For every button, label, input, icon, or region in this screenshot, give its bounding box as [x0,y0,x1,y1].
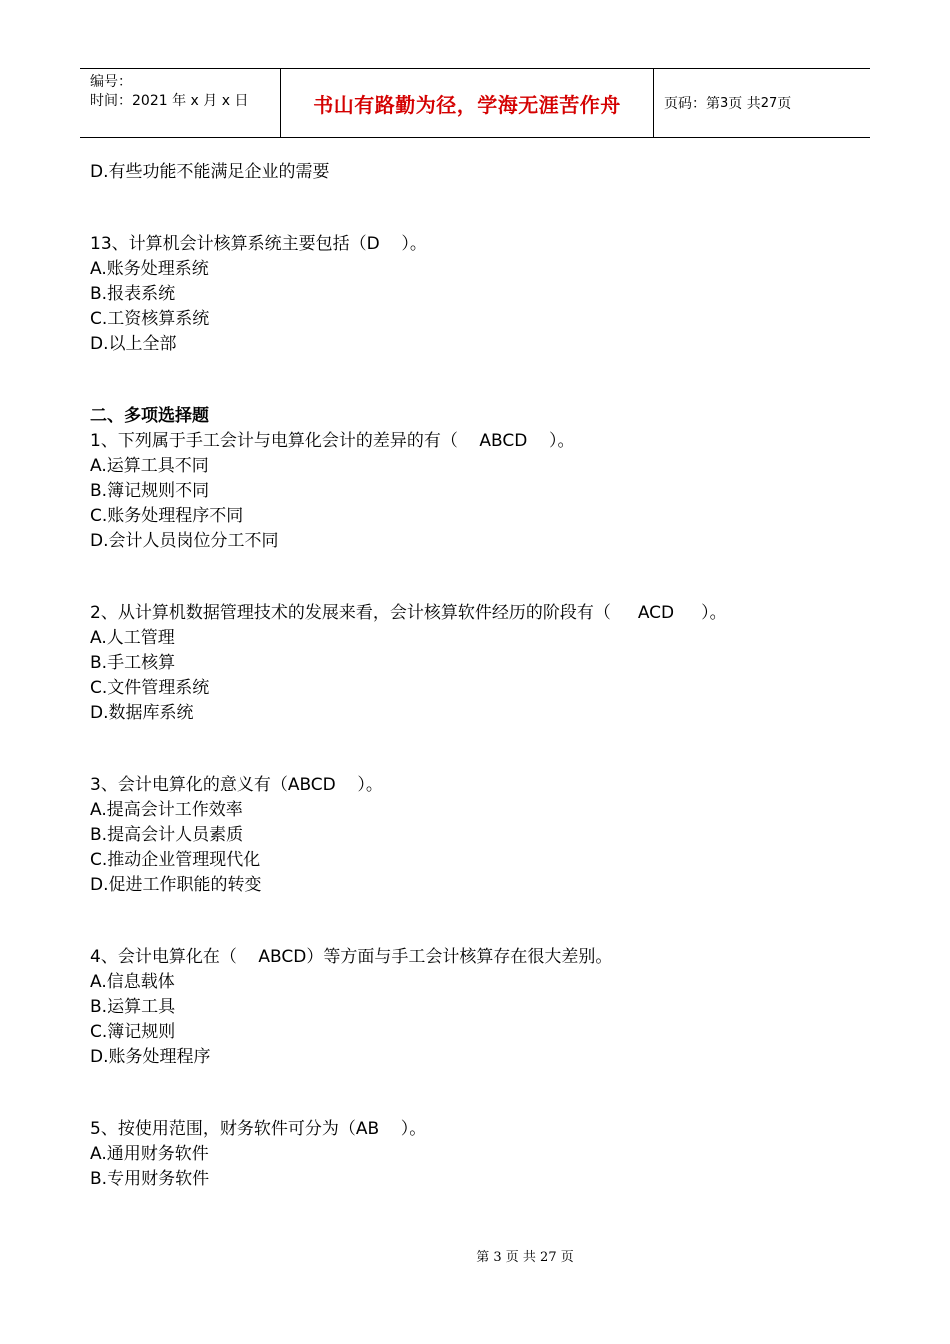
answer-option: B.簿记规则不同 [90,481,210,501]
question-block [90,232,870,357]
answer-option: C.文件管理系统 [90,678,210,698]
question-stem: 3、会计电算化的意义有（ABCD ）。 [90,775,383,795]
document-body [90,160,870,1192]
block-gap [90,726,870,773]
serial-label: 编号： [90,74,132,90]
answer-option: D.会计人员岗位分工不同 [90,531,279,551]
answer-option: A.提高会计工作效率 [90,800,243,820]
answer-option: C.簿记规则 [90,1022,176,1042]
question-stem: 4、会计电算化在（ ABCD）等方面与手工会计核算存在很大差别。 [90,947,613,967]
question-block [90,601,870,726]
question-stem: 2、从计算机数据管理技术的发展来看，会计核算软件经历的阶段有（ ACD ）。 [90,603,727,623]
answer-option: D.促进工作职能的转变 [90,875,262,895]
answer-option: A.人工管理 [90,628,175,648]
page-mid: 页 共 [728,96,761,112]
answer-option: B.专用财务软件 [90,1169,210,1189]
answer-option: B.手工核算 [90,653,176,673]
header-page-info [654,69,870,137]
answer-option: C.工资核算系统 [90,309,210,329]
question-block [90,945,870,1070]
answer-option: D.有些功能不能满足企业的需要 [90,162,330,182]
question-block [90,160,870,185]
block-gap [90,357,870,404]
page-number: 3 [720,95,729,111]
answer-option: C.推动企业管理现代化 [90,850,261,870]
question-stem: 13、计算机会计核算系统主要包括（D ）。 [90,234,427,254]
answer-option: B.报表系统 [90,284,176,304]
answer-option: D.账务处理程序 [90,1047,211,1067]
header-motto: 书山有路勤为径，学海无涯苦作舟 [281,69,654,137]
block-gap [90,898,870,945]
page-suffix: 页 [777,96,792,112]
answer-option: C.账务处理程序不同 [90,506,244,526]
question-block [90,1117,870,1192]
header-meta [80,69,281,137]
answer-option: A.信息载体 [90,972,175,992]
answer-option: A.通用财务软件 [90,1144,209,1164]
answer-option: D.以上全部 [90,334,177,354]
page-total: 27 [760,95,778,111]
page-footer: 第 3 页 共 27 页 [476,1250,574,1265]
answer-option: A.运算工具不同 [90,456,209,476]
page-header [80,68,870,138]
answer-option: B.提高会计人员素质 [90,825,244,845]
block-gap [90,185,870,232]
answer-option: D.数据库系统 [90,703,194,723]
question-block [90,773,870,898]
time-label: 时间：2021 年 x 月 x 日 [90,93,249,109]
block-gap [90,1070,870,1117]
question-block [90,404,870,554]
question-stem: 1、下列属于手工会计与电算化会计的差异的有（ ABCD ）。 [90,431,575,451]
section-heading: 二、多项选择题 [90,406,209,426]
block-gap [90,554,870,601]
answer-option: B.运算工具 [90,997,176,1017]
answer-option: A.账务处理系统 [90,259,209,279]
page-prefix: 页码：第 [664,96,720,112]
question-stem: 5、按使用范围，财务软件可分为（AB ）。 [90,1119,427,1139]
